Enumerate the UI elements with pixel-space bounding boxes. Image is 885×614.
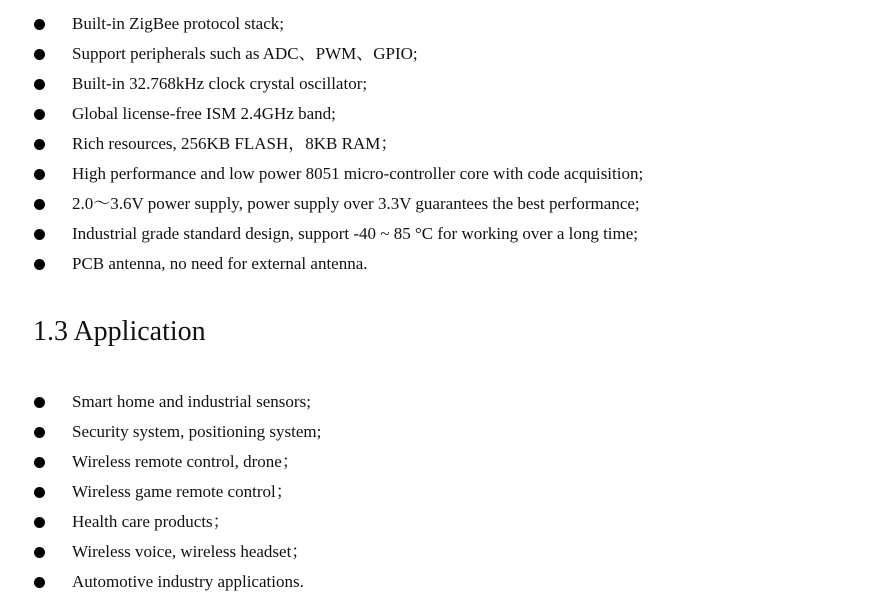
bullet-icon [34, 259, 45, 270]
bullet-icon [34, 19, 45, 30]
bullet-icon [34, 199, 45, 210]
bullet-icon [34, 229, 45, 240]
bullet-icon [34, 427, 45, 438]
list-item-text: Global license-free ISM 2.4GHz band; [72, 104, 336, 123]
bullet-icon [34, 109, 45, 120]
bullet-icon [34, 457, 45, 468]
bullet-icon [34, 547, 45, 558]
list-item-text: Rich resources, 256KB FLASH，8KB RAM； [72, 134, 398, 153]
list-item-text: Health care products； [72, 512, 230, 531]
list-item-text: High performance and low power 8051 micro-controller core with code acquisition; [72, 164, 644, 183]
list-item-text: Support peripherals such as ADC、PWM、GPIO; [72, 44, 418, 63]
list-item-text: Wireless remote control, drone； [72, 452, 299, 471]
list-item-text: Wireless voice, wireless headset； [72, 542, 309, 561]
section-heading: 1.3 Application [33, 316, 206, 347]
list-item-text: Security system, positioning system; [72, 422, 322, 441]
list-item-text: Built-in 32.768kHz clock crystal oscillator; [72, 74, 368, 93]
bullet-icon [34, 397, 45, 408]
list-item-text: Wireless game remote control； [72, 482, 293, 501]
list-item-text: PCB antenna, no need for external antenna. [72, 254, 368, 273]
list-item-text: Automotive industry applications. [72, 572, 304, 591]
list-item-text: Smart home and industrial sensors; [72, 392, 311, 411]
list-item-text: Industrial grade standard design, support -40 ~ 85 °C for working over a long time; [72, 224, 639, 243]
list-item-text: 2.0～3.6V power supply, power supply over 3.3V guarantees the best performance; [72, 194, 640, 213]
bullet-icon [34, 139, 45, 150]
bullet-icon [34, 487, 45, 498]
bullet-icon [34, 577, 45, 588]
bullet-icon [34, 169, 45, 180]
bullet-icon [34, 79, 45, 90]
bullet-icon [34, 49, 45, 60]
list-item-text: Built-in ZigBee protocol stack; [72, 14, 284, 33]
bullet-icon [34, 517, 45, 528]
